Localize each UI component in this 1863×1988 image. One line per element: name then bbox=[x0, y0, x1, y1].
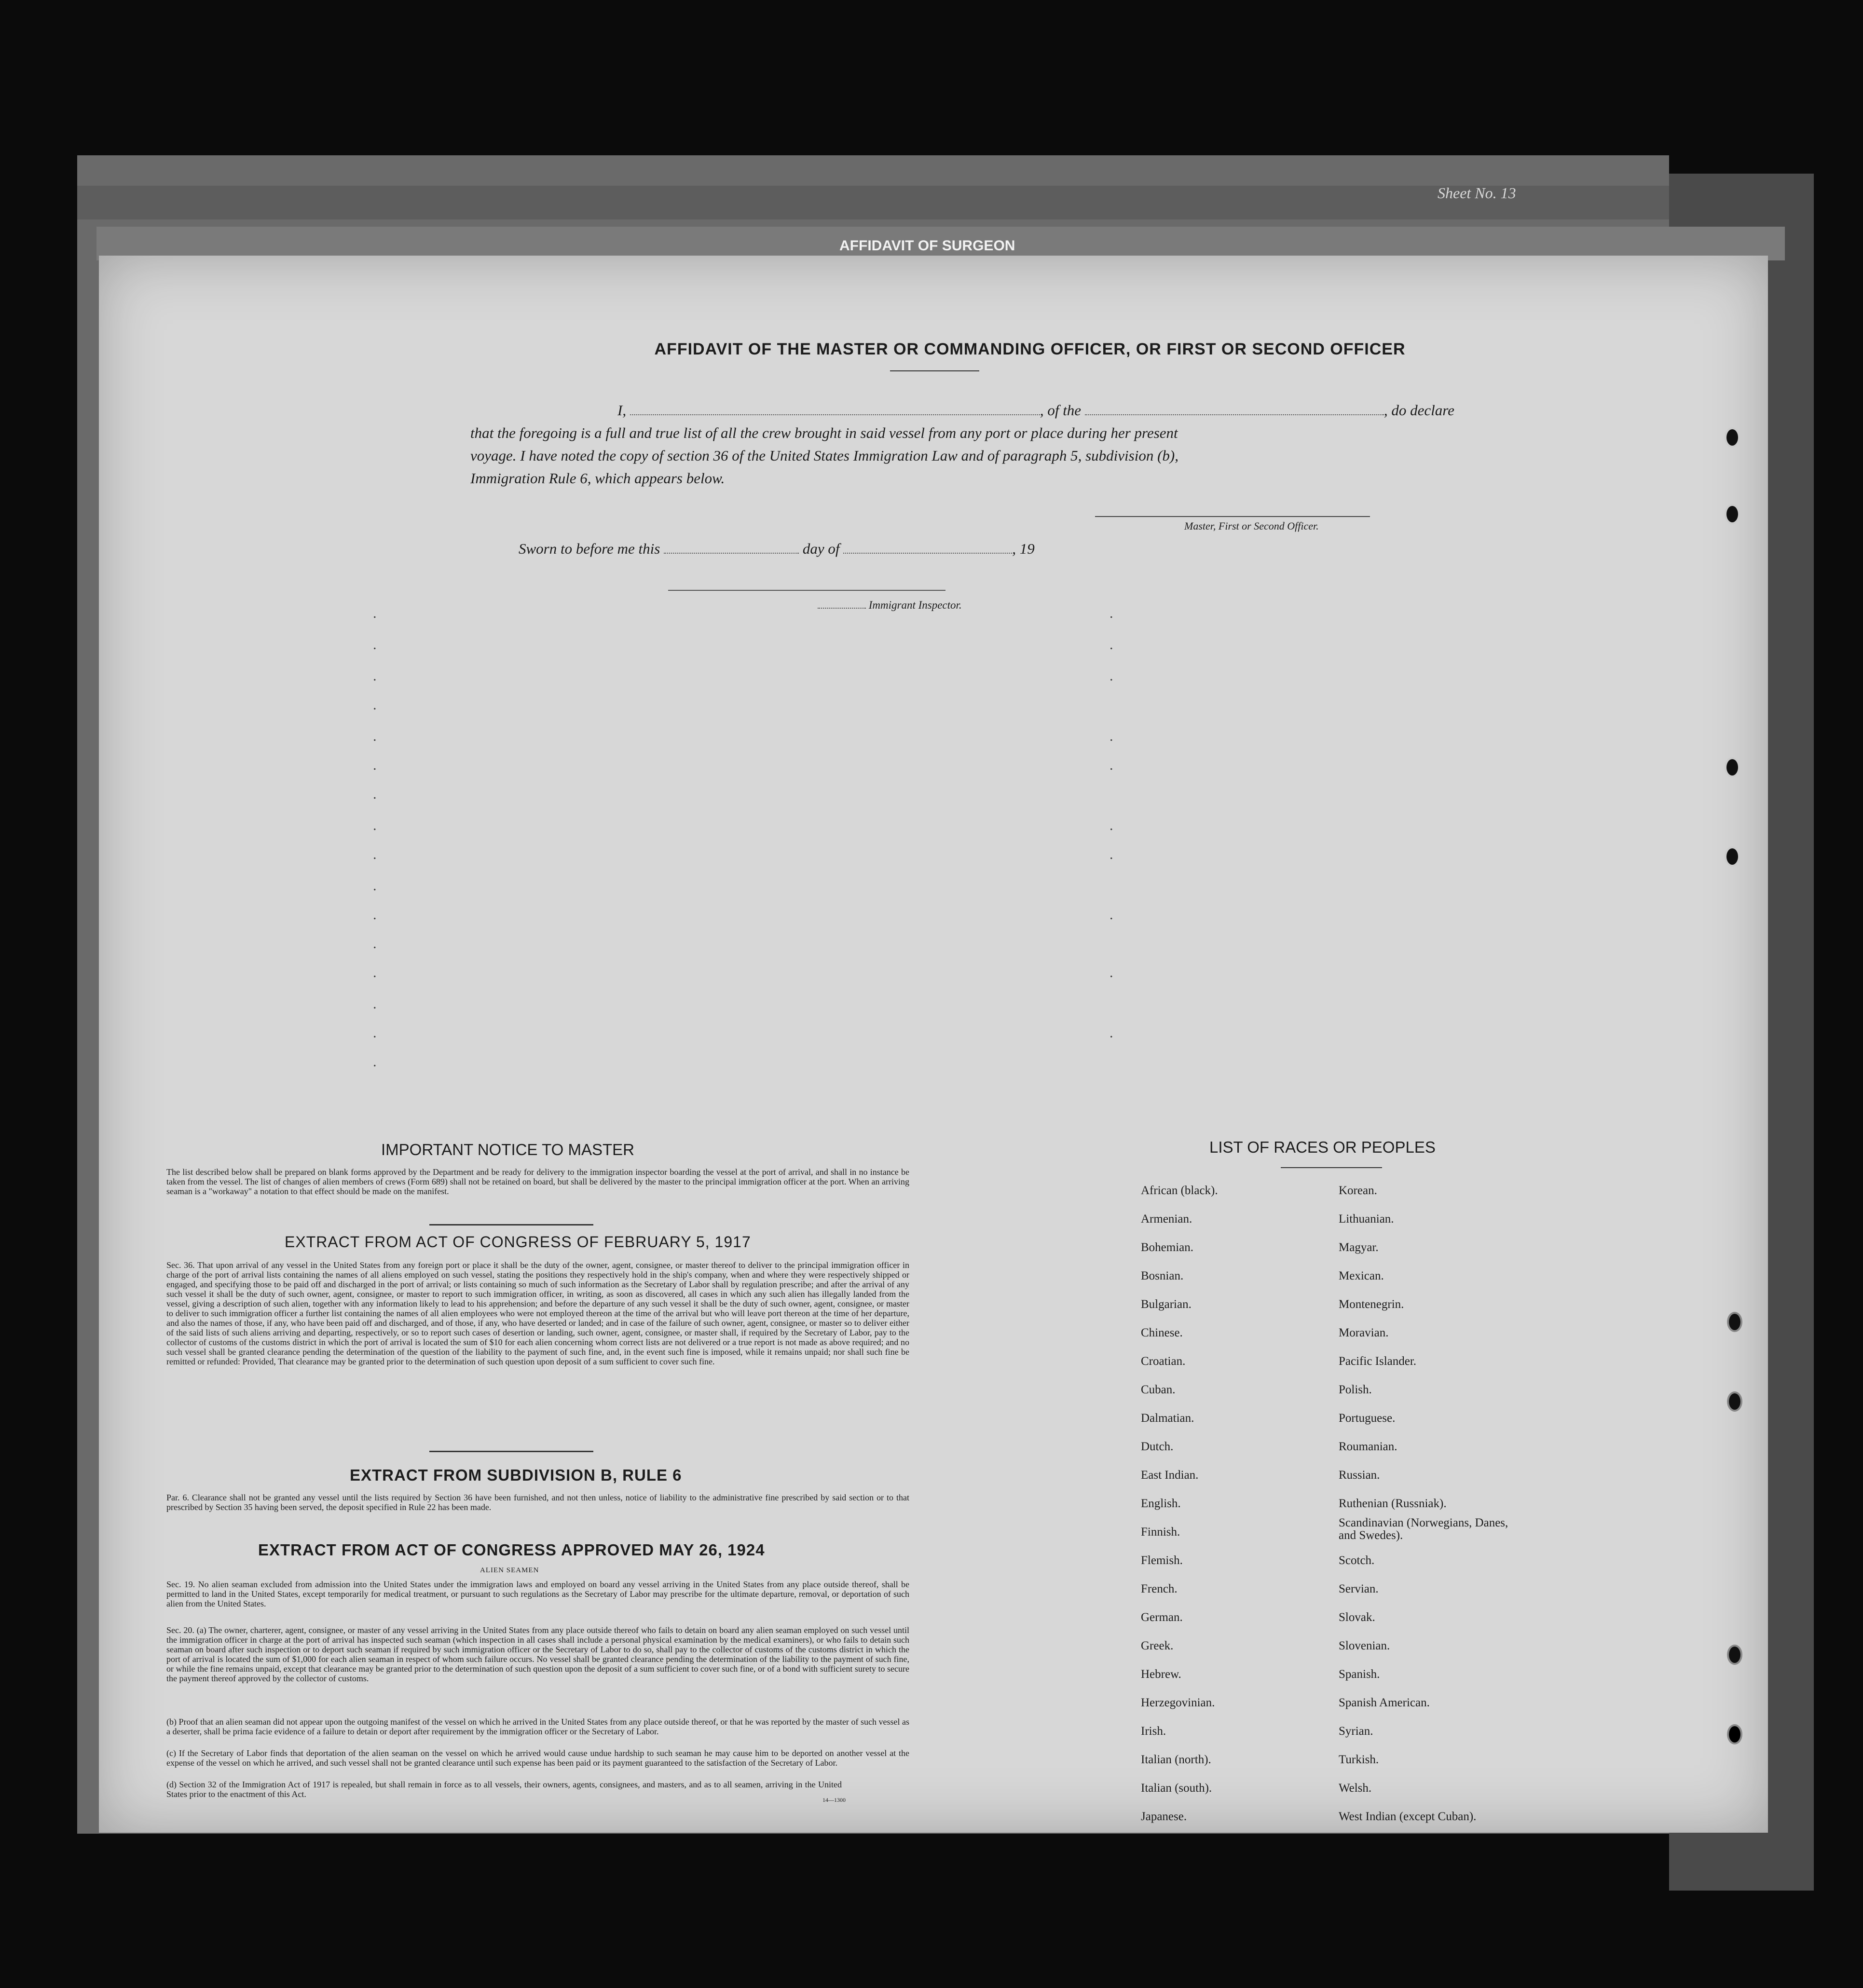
race-item: Dalmatian. bbox=[1141, 1412, 1194, 1425]
inspector-label: Immigrant Inspector. bbox=[868, 599, 962, 611]
race-item: East Indian. bbox=[1141, 1469, 1199, 1482]
punch-hole bbox=[1727, 1724, 1742, 1744]
stray-mark: . bbox=[373, 786, 377, 802]
race-item: Finnish. bbox=[1141, 1525, 1180, 1539]
race-item: Moravian. bbox=[1339, 1326, 1389, 1339]
race-item: Croatian. bbox=[1141, 1355, 1186, 1368]
divider bbox=[1281, 1167, 1382, 1168]
sworn-day-field[interactable] bbox=[664, 553, 799, 554]
race-item: Turkish. bbox=[1339, 1753, 1379, 1766]
extract-1924-sec19: Sec. 19. No alien seaman excluded from admission into the United States under the immigration laws and employed on board any vessel arriving in the United States from any place outside thereof, shall be permitted to land in the United States, except temporarily for medical treatment, or pursuant to such regulations as the Secretary of Labor may prescribe for the ultimate departure, removal, or deportation of such alien from the United States. bbox=[166, 1580, 909, 1608]
sworn-day-label: day of bbox=[802, 540, 840, 557]
stray-mark: . bbox=[373, 907, 377, 923]
extract-1924-sec20d: (d) Section 32 of the Immigration Act of 1917 is repealed, but shall remain in force as to all vessels, their owners, agents, consignees, and masters, and as to all seamen, arriving in the United States prior to the enactment of this Act. bbox=[166, 1780, 842, 1799]
race-item: Herzegovinian. bbox=[1141, 1696, 1215, 1709]
divider bbox=[429, 1451, 593, 1452]
stray-mark: . bbox=[373, 878, 377, 894]
stray-mark: . bbox=[1110, 907, 1113, 923]
stray-mark: . bbox=[373, 965, 377, 980]
race-item: Scotch. bbox=[1339, 1554, 1375, 1567]
race-item: Japanese. bbox=[1141, 1810, 1187, 1823]
race-item: Irish. bbox=[1141, 1725, 1166, 1738]
extract-rule6-title: EXTRACT FROM SUBDIVISION B, RULE 6 bbox=[350, 1466, 682, 1484]
race-item: Spanish. bbox=[1339, 1668, 1380, 1681]
punch-hole bbox=[1727, 1645, 1742, 1665]
stray-mark: . bbox=[373, 1054, 377, 1070]
sworn-year: , 19 bbox=[1012, 540, 1035, 557]
stray-mark: . bbox=[373, 697, 377, 713]
stray-mark: . bbox=[1110, 605, 1113, 621]
race-item: Armenian. bbox=[1141, 1212, 1192, 1225]
punch-hole bbox=[1727, 1312, 1742, 1332]
race-item: West Indian (except Cuban). bbox=[1339, 1810, 1477, 1823]
stray-mark: . bbox=[373, 817, 377, 833]
inspector-field bbox=[818, 599, 962, 612]
race-item: Slovenian. bbox=[1339, 1639, 1390, 1652]
back-sheet-strip bbox=[77, 186, 1814, 219]
stray-mark: . bbox=[1110, 965, 1113, 980]
extract-1924-sec20b: (b) Proof that an alien seaman did not appear upon the outgoing manifest of the vessel on which he arrived in the United States from any place outside thereof, or that he was reported by the master of such vessel as a deserter, shall be prima facie evidence of a failure to detain or deport after requirement by the immigration officer or the Secretary of Labor. bbox=[166, 1717, 909, 1736]
race-item: Welsh. bbox=[1339, 1782, 1372, 1795]
race-item: Ruthenian (Russniak). bbox=[1339, 1497, 1447, 1510]
race-item: Hebrew. bbox=[1141, 1668, 1181, 1681]
race-item: English. bbox=[1141, 1497, 1181, 1510]
race-item: Bulgarian. bbox=[1141, 1298, 1192, 1311]
race-item: Roumanian. bbox=[1339, 1440, 1397, 1453]
punch-hole bbox=[1727, 1391, 1742, 1412]
name-field[interactable] bbox=[630, 414, 1040, 415]
extract-1917-text: Sec. 36. That upon arrival of any vessel in the United States from any foreign port or place it shall be the duty of the owner, agent, consignee, or master thereof to deliver to the principal immigration officer in charge of the port of arrival lists containing the names of all aliens employed on such vessel, stating the positions they respectively hold in the ship's company, when and where they were respectively shipped or engaged, and specifying those to be paid off and discharged in the port of arrival; or lists containing so much of such information as the Secretary of Labor shall by regulation prescribe; and after the arrival of any such vessel it shall be the duty of such owner, agent, consignee, or master to report to such immigration officer, in writing, as soon as discovered, all cases in which any such alien has illegally landed from the vessel, giving a description of such alien, together with any information likely to lead to his apprehension; and before the departure of any such vessel it shall be the duty of such owner, agent, consignee, or master to deliver to such immigration officer a further list containing the names of all alien employees who were not employed thereon at the time of the arrival but who will leave port thereon at the time of her departure, and also the names of those, if any, who have been paid off and discharged, and of those, if any, who have deserted or landed; and in case of the failure of such owner, agent, consignee, or master so to deliver either of the said lists of such aliens arriving and departing, respectively, or so to report such cases of desertion or landing, such owner, agent, consignee, or master shall, if required by the Secretary of Labor, pay to the collector of customs of the customs district in which the port of arrival is located the sum of $10 for each alien concerning whom correct lists are not delivered or a true report is not made as above required; and no such vessel shall be granted clearance pending the determination of the question of the liability to the payment of such fine, and, in the event such fine is imposed, while it remains unpaid; nor shall such fine be remitted or refunded: Provided, That clearance may be granted prior to the determination of such question upon deposit of a sum sufficient to cover such fine. bbox=[166, 1260, 909, 1366]
extract-1924-sec20c: (c) If the Secretary of Labor finds that deportation of the alien seaman on the vessel on which he arrived would cause undue hardship to such seaman he may cause him to be deported on another vessel at the expense of the vessel on which he arrived, and such vessel shall not be granted clearance until such expense has been paid or its payment guaranteed to the satisfaction of the Secretary of Labor. bbox=[166, 1748, 909, 1768]
declaration-line-3: voyage. I have noted the copy of section 36 of the United States Immigration Law and of paragraph 5, subdivision (b), bbox=[470, 447, 1178, 464]
race-item: Italian (north). bbox=[1141, 1753, 1211, 1766]
stray-mark: . bbox=[373, 757, 377, 773]
race-item: French. bbox=[1141, 1582, 1178, 1595]
stray-mark: . bbox=[1110, 757, 1113, 773]
extract-1917-title: EXTRACT FROM ACT OF CONGRESS OF FEBRUARY 5, 1917 bbox=[285, 1233, 751, 1251]
race-item: Greek. bbox=[1141, 1639, 1174, 1652]
extract-1924-sec20a: Sec. 20. (a) The owner, charterer, agent, consignee, or master of any vessel arriving in the United States from any place outside thereof who fails to detain on board any alien seaman employed on such vessel until the immigration officer in charge at the port of arrival has inspected such seaman (which inspection in all cases shall include a personal physical examination by the medical examiners), or who fails to detain such seaman on board after such inspection or to deport such seaman if required by such immigration officer or the Secretary of Labor to do so, shall pay to the collector of customs of the customs district in which the port of arrival is located the sum of $1,000 for each alien seaman in respect of whom such failure occurs. No vessel shall be granted clearance pending the determination of the liability to the payment of such fine, or while the fine remains unpaid, except that clearance may be granted prior to the determination of such question upon the deposit of a sum sufficient to cover such fine, or of a bond with sufficient surety to secure the payment thereof approved by the collector of customs. bbox=[166, 1625, 909, 1683]
extract-1924-title: EXTRACT FROM ACT OF CONGRESS APPROVED MAY 26, 1924 bbox=[258, 1541, 765, 1559]
stray-mark: . bbox=[373, 728, 377, 744]
affidavit-title: AFFIDAVIT OF THE MASTER OR COMMANDING OFFICER, OR FIRST OR SECOND OFFICER bbox=[654, 340, 1406, 358]
extract-1924-subtitle: ALIEN SEAMEN bbox=[480, 1566, 539, 1574]
race-item: Syrian. bbox=[1339, 1725, 1373, 1738]
sworn-month-field[interactable] bbox=[843, 553, 1012, 554]
form-number: 14—1300 bbox=[822, 1797, 846, 1803]
stray-mark: . bbox=[373, 605, 377, 621]
races-left-column bbox=[1141, 1184, 1334, 1821]
stray-mark: . bbox=[1110, 1025, 1113, 1041]
declaration-line-4: Immigration Rule 6, which appears below. bbox=[470, 470, 725, 487]
declaration-line-2: that the foregoing is a full and true list of all the crew brought in said vessel from any port or place during her present bbox=[470, 424, 1178, 441]
signature-label: Master, First or Second Officer. bbox=[1184, 520, 1319, 532]
race-item: Chinese. bbox=[1141, 1326, 1183, 1339]
race-item: Magyar. bbox=[1339, 1241, 1379, 1254]
race-item: Bohemian. bbox=[1141, 1241, 1194, 1254]
race-item: Dutch. bbox=[1141, 1440, 1174, 1453]
punch-hole bbox=[1725, 427, 1740, 448]
stray-mark: . bbox=[1110, 817, 1113, 833]
header-title: AFFIDAVIT OF SURGEON bbox=[839, 238, 1015, 254]
punch-hole bbox=[1725, 757, 1740, 777]
race-item: Flemish. bbox=[1141, 1554, 1183, 1567]
declaration-line-1 bbox=[511, 402, 1520, 419]
declaration-of-the: , of the bbox=[1040, 402, 1082, 419]
race-item: Slovak. bbox=[1339, 1611, 1375, 1624]
race-item: Bosnian. bbox=[1141, 1269, 1184, 1282]
race-item: Montenegrin. bbox=[1339, 1298, 1404, 1311]
sworn-prefix: Sworn to before me this bbox=[519, 540, 660, 557]
race-item: Russian. bbox=[1339, 1469, 1380, 1482]
divider bbox=[429, 1224, 593, 1225]
stray-mark: . bbox=[373, 936, 377, 952]
vessel-field[interactable] bbox=[1085, 414, 1384, 415]
race-item: German. bbox=[1141, 1611, 1183, 1624]
signature-line[interactable] bbox=[1095, 516, 1370, 517]
stray-mark: . bbox=[373, 846, 377, 862]
stray-mark: . bbox=[1110, 637, 1113, 653]
sheet-number: Sheet No. 13 bbox=[1438, 184, 1516, 202]
declaration-do-declare: , do declare bbox=[1384, 402, 1454, 419]
stray-mark: . bbox=[1110, 728, 1113, 744]
race-item: Scandinavian (Norwegians, Danes, and Swedes). bbox=[1339, 1516, 1508, 1542]
extract-rule6-text: Par. 6. Clearance shall not be granted any vessel until the lists required by Section 36 have been furnished, and not then unless, notice of liability to the administrative fine prescribed by said section or to that prescribed by Section 35 having been served, the deposit specified in Rule 22 has been made. bbox=[166, 1493, 909, 1512]
races-right-column bbox=[1339, 1184, 1561, 1821]
stray-mark: . bbox=[373, 1025, 377, 1041]
document-page bbox=[99, 256, 1768, 1833]
race-item: Italian (south). bbox=[1141, 1782, 1212, 1795]
sworn-line bbox=[519, 540, 1242, 558]
notice-title: IMPORTANT NOTICE TO MASTER bbox=[381, 1141, 635, 1158]
stray-mark: . bbox=[1110, 846, 1113, 862]
punch-hole bbox=[1725, 504, 1740, 524]
stray-mark: . bbox=[1110, 668, 1113, 684]
race-item: Spanish American. bbox=[1339, 1696, 1430, 1709]
race-item: Korean. bbox=[1339, 1184, 1377, 1197]
divider bbox=[890, 370, 979, 371]
inspector-signature[interactable] bbox=[818, 608, 866, 609]
race-item: Pacific Islander. bbox=[1339, 1355, 1417, 1368]
inspector-line bbox=[668, 590, 945, 591]
stray-mark: . bbox=[373, 637, 377, 653]
race-item: Servian. bbox=[1339, 1582, 1379, 1595]
race-item: Portuguese. bbox=[1339, 1412, 1396, 1425]
races-title: LIST OF RACES OR PEOPLES bbox=[1209, 1138, 1436, 1156]
punch-hole bbox=[1725, 846, 1740, 867]
declaration-i: I, bbox=[617, 402, 627, 419]
stray-mark: . bbox=[373, 996, 377, 1012]
race-item: Mexican. bbox=[1339, 1269, 1384, 1282]
race-item: Cuban. bbox=[1141, 1383, 1176, 1396]
race-item: African (black). bbox=[1141, 1184, 1218, 1197]
race-item: Polish. bbox=[1339, 1383, 1372, 1396]
race-item: Lithuanian. bbox=[1339, 1212, 1394, 1225]
notice-text: The list described below shall be prepared on blank forms approved by the Department and be ready for delivery to the immigration inspector boarding the vessel at the port of arrival, and shall in no instance be taken from the vessel. The list of changes of alien members of crews (Form 689) shall not be retained on board, but shall be delivered by the master to the principal immigration officer at the port. When an arriving seaman is a "workaway" a notation to that effect should be made on the manifest. bbox=[166, 1167, 909, 1196]
stray-mark: . bbox=[373, 668, 377, 684]
